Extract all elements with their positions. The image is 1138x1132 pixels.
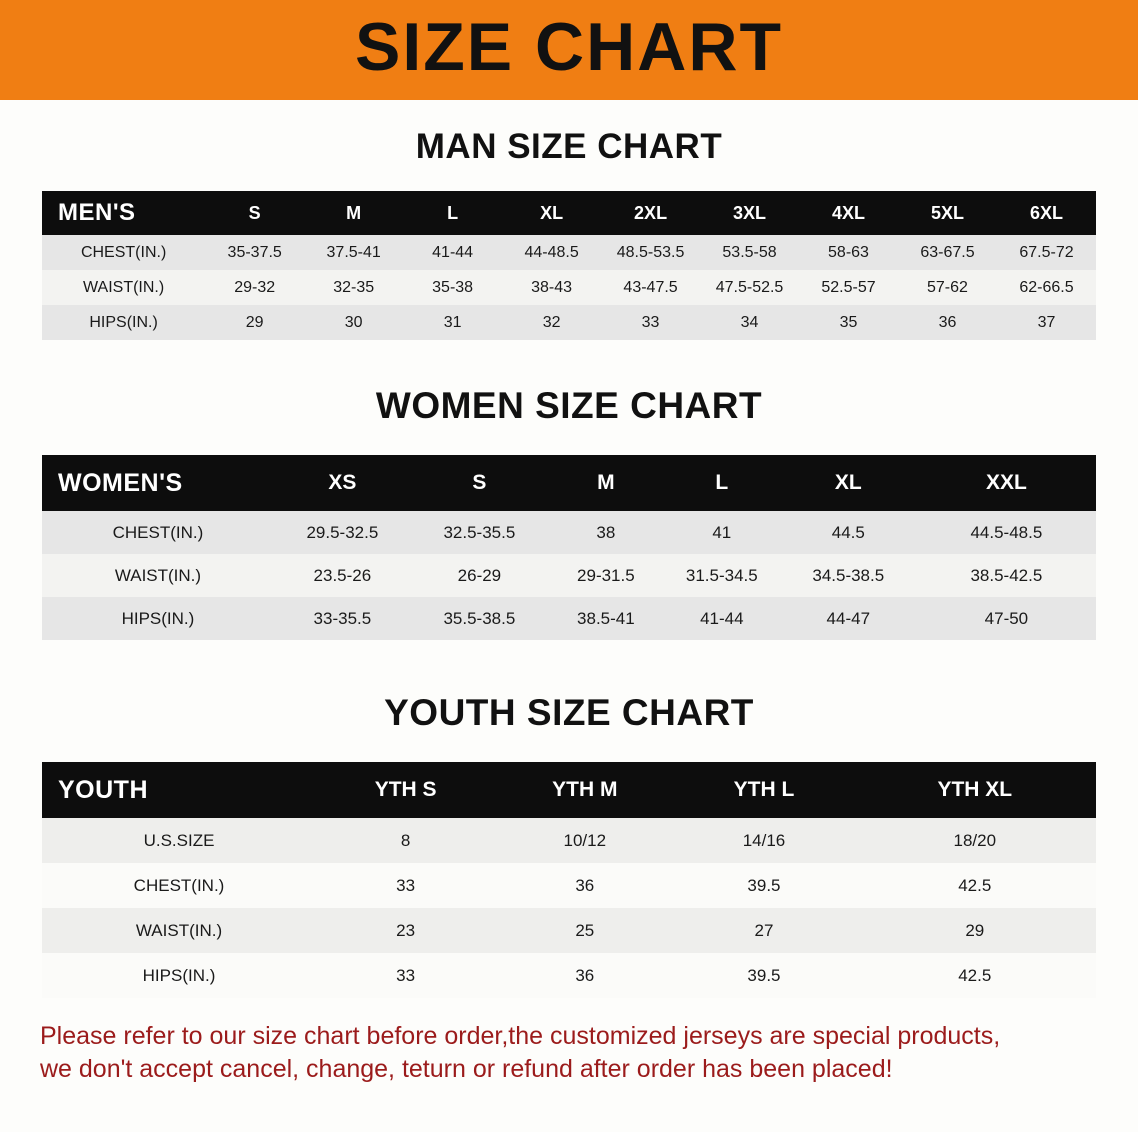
- table-cell: 8: [400, 830, 411, 850]
- column-header: YOUTH: [42, 762, 316, 818]
- table-cell: 10/12: [563, 830, 607, 850]
- table-row: [42, 270, 1096, 305]
- column-header: L: [664, 455, 780, 511]
- table-cell: 23: [396, 920, 416, 940]
- table-cell: 44-48.5: [524, 243, 579, 261]
- table-cell: 48.5-53.5: [616, 243, 685, 261]
- table-cell: 44-47: [826, 608, 871, 628]
- table-cell: 36: [575, 965, 595, 985]
- page-title: SIZE CHART: [355, 9, 783, 85]
- table-cell: 41: [712, 522, 732, 542]
- disclaimer-line-1: Please refer to our size chart before order,the customized jerseys are special products,: [40, 1022, 1001, 1050]
- youth-table-wrapper: [0, 762, 1138, 998]
- row-header: WAIST(IN.): [135, 920, 223, 940]
- row-header: HIPS(IN.): [142, 965, 216, 985]
- table-row: [42, 597, 1096, 640]
- table-cell: 33: [641, 313, 660, 331]
- column-header: S: [411, 455, 548, 511]
- table-row: [42, 818, 1096, 863]
- table-cell: 47-50: [984, 608, 1029, 628]
- table-cell: 35.5-38.5: [443, 608, 516, 628]
- table-cell: 14/16: [742, 830, 786, 850]
- table-cell: 38.5-42.5: [970, 565, 1043, 585]
- table-cell: 32: [542, 313, 561, 331]
- women-section-heading: WOMEN SIZE CHART: [375, 385, 763, 426]
- row-header: CHEST(IN.): [80, 243, 167, 261]
- row-header: U.S.SIZE: [143, 830, 215, 850]
- page-banner: [0, 0, 1138, 100]
- row-header: HIPS(IN.): [89, 313, 158, 331]
- table-cell: 42.5: [958, 965, 992, 985]
- table-cell: 34: [740, 313, 759, 331]
- table-cell: 33: [396, 965, 416, 985]
- table-cell: 36: [575, 875, 595, 895]
- column-header: 4XL: [799, 191, 898, 235]
- table-row: [42, 554, 1096, 597]
- table-row: [42, 511, 1096, 554]
- column-header: M: [304, 191, 403, 235]
- youth-section-heading: YOUTH SIZE CHART: [384, 692, 754, 733]
- table-cell: 58-63: [828, 243, 869, 261]
- table-cell: 67.5-72: [1019, 243, 1074, 261]
- column-header: M: [548, 455, 664, 511]
- column-header: 2XL: [601, 191, 700, 235]
- table-cell: 35-37.5: [227, 243, 282, 261]
- table-row: [42, 863, 1096, 908]
- table-cell: 53.5-58: [722, 243, 777, 261]
- man-size-table: [42, 191, 1096, 340]
- column-header: YTH L: [674, 762, 853, 818]
- column-header: 5XL: [898, 191, 997, 235]
- table-cell: 39.5: [747, 875, 781, 895]
- table-cell: 33: [396, 875, 416, 895]
- table-cell: 52.5-57: [821, 278, 876, 296]
- table-cell: 23.5-26: [313, 565, 372, 585]
- table-row: [42, 953, 1096, 998]
- table-header-row: [42, 762, 1096, 818]
- column-header: XXL: [917, 455, 1096, 511]
- table-cell: 35: [839, 313, 858, 331]
- row-header: WAIST(IN.): [114, 565, 202, 585]
- man-section-heading: MAN SIZE CHART: [415, 127, 723, 166]
- table-cell: 38.5-41: [577, 608, 635, 628]
- table-cell: 47.5-52.5: [715, 278, 784, 296]
- column-header: WOMEN'S: [42, 455, 274, 511]
- column-header: S: [205, 191, 304, 235]
- table-cell: 41-44: [432, 243, 474, 261]
- row-header: WAIST(IN.): [83, 278, 165, 296]
- row-header: HIPS(IN.): [121, 608, 195, 628]
- column-header: YTH M: [495, 762, 674, 818]
- column-header: 3XL: [700, 191, 799, 235]
- table-row: [42, 305, 1096, 340]
- table-row: [42, 908, 1096, 953]
- table-row: [42, 235, 1096, 270]
- table-cell: 37: [1037, 313, 1056, 331]
- table-cell: 41-44: [700, 608, 744, 628]
- table-header-row: [42, 455, 1096, 511]
- column-header: XS: [274, 455, 411, 511]
- table-cell: 43-47.5: [623, 278, 678, 296]
- column-header: XL: [780, 455, 917, 511]
- table-cell: 35-38: [432, 278, 474, 296]
- table-cell: 44.5: [831, 522, 865, 542]
- table-cell: 31.5-34.5: [685, 565, 758, 585]
- table-cell: 34.5-38.5: [812, 565, 885, 585]
- table-cell: 29.5-32.5: [306, 522, 379, 542]
- column-header: L: [403, 191, 502, 235]
- table-cell: 29-32: [234, 278, 276, 296]
- table-cell: 32.5-35.5: [443, 522, 516, 542]
- table-cell: 39.5: [747, 965, 781, 985]
- women-table-wrapper: [0, 455, 1138, 640]
- table-cell: 57-62: [927, 278, 968, 296]
- table-cell: 44.5-48.5: [970, 522, 1043, 542]
- women-size-table: [42, 455, 1096, 640]
- column-header: 6XL: [997, 191, 1096, 235]
- table-cell: 27: [754, 920, 774, 940]
- column-header: YTH XL: [854, 762, 1096, 818]
- table-cell: 18/20: [953, 830, 997, 850]
- row-header: CHEST(IN.): [112, 522, 204, 542]
- table-cell: 31: [443, 313, 462, 331]
- table-cell: 36: [938, 313, 957, 331]
- column-header: XL: [502, 191, 601, 235]
- table-cell: 25: [575, 920, 595, 940]
- table-cell: 29: [245, 313, 264, 331]
- table-cell: 26-29: [457, 565, 502, 585]
- table-cell: 32-35: [333, 278, 375, 296]
- disclaimer-line-2: we don't accept cancel, change, teturn or refund after order has been placed!: [40, 1055, 893, 1083]
- table-cell: 30: [344, 313, 363, 331]
- table-cell: 33-35.5: [313, 608, 372, 628]
- table-cell: 63-67.5: [920, 243, 975, 261]
- table-cell: 29: [965, 920, 985, 940]
- row-header: CHEST(IN.): [133, 875, 225, 895]
- table-header-row: [42, 191, 1096, 235]
- man-table-wrapper: [0, 191, 1138, 340]
- table-cell: 29-31.5: [577, 565, 635, 585]
- table-cell: 38: [596, 522, 616, 542]
- disclaimer-note: [40, 1020, 1098, 1086]
- youth-size-table: [42, 762, 1096, 998]
- table-cell: 37.5-41: [326, 243, 381, 261]
- column-header: YTH S: [316, 762, 495, 818]
- column-header: MEN'S: [42, 191, 205, 235]
- table-cell: 38-43: [531, 278, 573, 296]
- table-cell: 42.5: [958, 875, 992, 895]
- table-cell: 62-66.5: [1019, 278, 1074, 296]
